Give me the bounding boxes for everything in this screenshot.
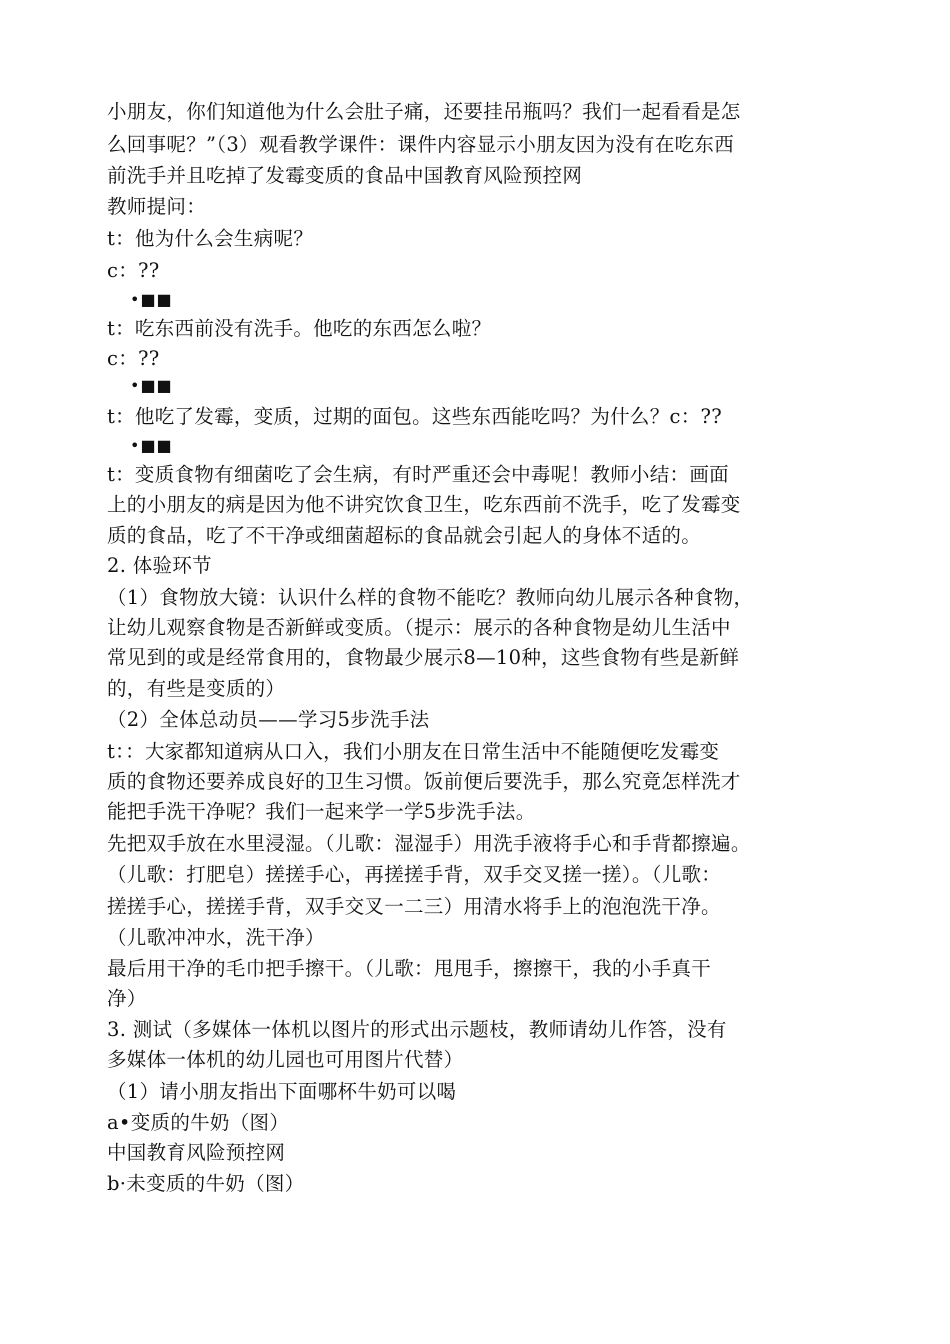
section-heading: 3. 测试（多媒体一体机以图片的形式出示题枝，教师请幼儿作答，没有	[107, 1018, 727, 1041]
text-line: 质的食品，吃了不干净或细菌超标的食品就会引起人的身体不适的。	[107, 524, 702, 547]
bullet-marker: •■■	[130, 376, 173, 395]
text-line: c：??	[107, 259, 160, 282]
text-line: t：吃东西前没有洗手。他吃的东西怎么啦？	[107, 317, 492, 340]
text-line: a•变质的牛奶（图）	[107, 1111, 290, 1134]
text-line: t：：大家都知道病从口入，我们小朋友在日常生活中不能随便吃发霉变	[107, 740, 720, 763]
text-line: t：他为什么会生病呢？	[107, 227, 314, 250]
bullet-marker: •■■	[130, 436, 173, 455]
text-line: （1）请小朋友指出下面哪杯牛奶可以喝	[107, 1080, 457, 1103]
text-line: 先把双手放在水里浸湿。（儿歌：湿湿手）用洗手液将手心和手背都擦遍。	[107, 832, 751, 855]
bullet-marker: •■■	[130, 290, 173, 309]
text-line: 教师提问：	[107, 195, 207, 218]
text-line: 搓搓手心，搓搓手背，双手交叉一二三）用清水将手上的泡泡洗干净。	[107, 895, 721, 918]
text-line: 常见到的或是经常食用的，食物最少展示8—10种，这些食物有些是新鲜	[107, 646, 740, 669]
text-line: 么回事呢？”（3）观看教学课件：课件内容显示小朋友因为没有在吃东西	[107, 133, 735, 156]
text-line: t：变质食物有细菌吃了会生病，有时严重还会中毒呢！教师小结：画面	[107, 463, 729, 486]
text-line: （儿歌冲冲水，洗干净）	[107, 926, 325, 949]
text-line: 多媒体一体机的幼儿园也可用图片代替）	[107, 1048, 464, 1071]
text-line: 最后用干净的毛巾把手擦干。（儿歌：甩甩手，擦擦干，我的小手真干	[107, 957, 712, 980]
text-line: 让幼儿观察食物是否新鲜或变质。（提示：展示的各种食物是幼儿生活中	[107, 616, 731, 639]
text-line: c：??	[107, 347, 160, 370]
text-line: b·未变质的牛奶（图）	[107, 1172, 305, 1195]
text-line: 净）	[107, 987, 147, 1010]
text-line: 上的小朋友的病是因为他不讲究饮食卫生，吃东西前不洗手，吃了发霉变	[107, 493, 741, 516]
text-line: 中国教育风险预控网	[107, 1141, 286, 1164]
section-heading: 2. 体验环节	[107, 554, 212, 577]
text-line: 质的食物还要养成良好的卫生习惯。饭前便后要洗手，那么究竟怎样洗才	[107, 770, 741, 793]
text-line: （儿歌：打肥皂）搓搓手心，再搓搓手背，双手交叉搓一搓）。（儿歌：	[107, 863, 722, 886]
text-line: （2）全体总动员——学习5步洗手法	[107, 708, 430, 731]
text-line: 能把手洗干净呢？我们一起来学一学5步洗手法。	[107, 800, 536, 823]
text-line: t：他吃了发霉，变质，过期的面包。这些东西能吃吗？为什么？c：??	[107, 405, 723, 428]
text-line: 的，有些是变质的）	[107, 677, 286, 700]
text-line: 前洗手并且吃掉了发霉变质的食品中国教育风险预控网	[107, 164, 583, 187]
text-line: 小朋友，你们知道他为什么会肚子痛，还要挂吊瓶吗？我们一起看看是怎	[107, 100, 741, 123]
text-line: （1）食物放大镜：认识什么样的食物不能吃？教师向幼儿展示各种食物，	[107, 586, 754, 609]
